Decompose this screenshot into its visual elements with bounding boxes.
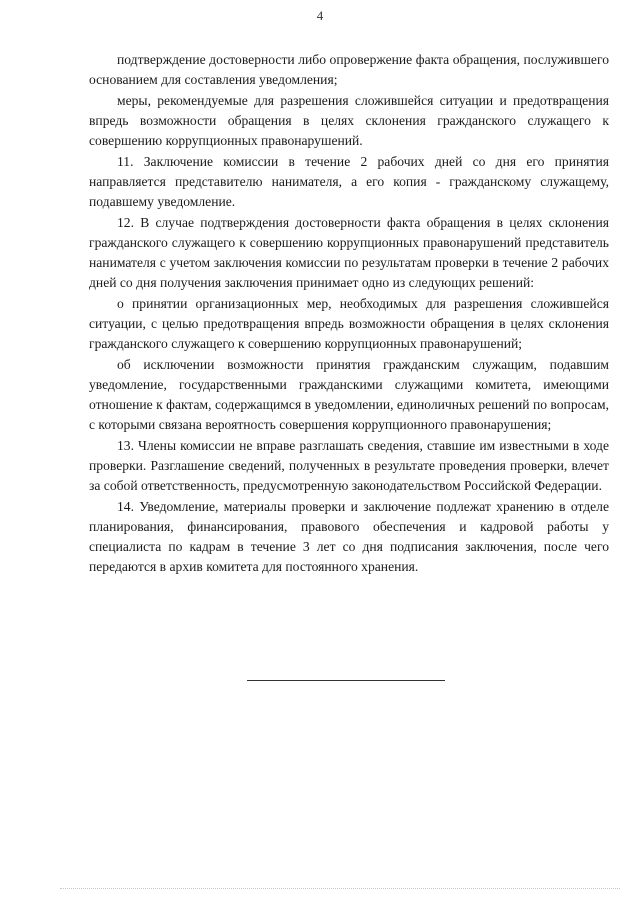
paragraph-item-11: 11. Заключение комиссии в течение 2 рабочих дней со дня его принятия направляется представителю нанимателя, а его копия - гражданскому служащему, подавшему уведомление. — [89, 154, 609, 209]
paragraph-item-12: 12. В случае подтверждения достоверности факта обращения в целях склонения гражданского служащего к совершению коррупционных правонарушений представитель нанимателя с учетом заключения комиссии по результатам проверки в течение 2 рабочих дней со дня получения заключения принимает одно из следующих решений: — [89, 215, 609, 290]
paragraph-item-13: 13. Члены комиссии не вправе разглашать сведения, ставшие им известными в ходе проверки. Разглашение сведений, полученных в результате проведения проверки, влечет за собой ответственность, предусмотренную законодательством Российской Федерации. — [89, 438, 609, 493]
paragraph-item-14: 14. Уведомление, материалы проверки и заключение подлежат хранению в отделе планирования, финансирования, правового обеспечения и кадровой работы у специалиста по кадрам в течение 3 лет со дня подписания заключения, после чего передаются в архив комитета для постоянного хранения. — [89, 499, 609, 574]
scan-artifact-line — [60, 888, 620, 889]
paragraph-organizational-measures: о принятии организационных мер, необходимых для разрешения сложившейся ситуации, с целью предотвращения впредь возможности обращения в целях склонения гражданского служащего к совершению коррупционных правонарушений; — [89, 296, 609, 351]
document-body — [89, 50, 609, 578]
page-number: 4 — [316, 8, 324, 23]
paragraph-verification-result: подтверждение достоверности либо опровержение факта обращения, послужившего основанием для составления уведомления; — [89, 52, 609, 87]
paragraph-recommended-measures: меры, рекомендуемые для разрешения сложившейся ситуации и предотвращения впредь возможности обращения в целях склонения гражданского служащего к совершению коррупционных правонарушений. — [89, 93, 609, 148]
end-of-document-rule — [247, 680, 445, 681]
paragraph-exclusion-of-decisions: об исключении возможности принятия гражданским служащим, подавшим уведомление, государственными гражданскими служащими комитета, имеющими отношение к фактам, содержащимся в уведомлении, единоличных решений по вопросам, с которыми связана вероятность совершения коррупционного правонарушения; — [89, 357, 609, 432]
